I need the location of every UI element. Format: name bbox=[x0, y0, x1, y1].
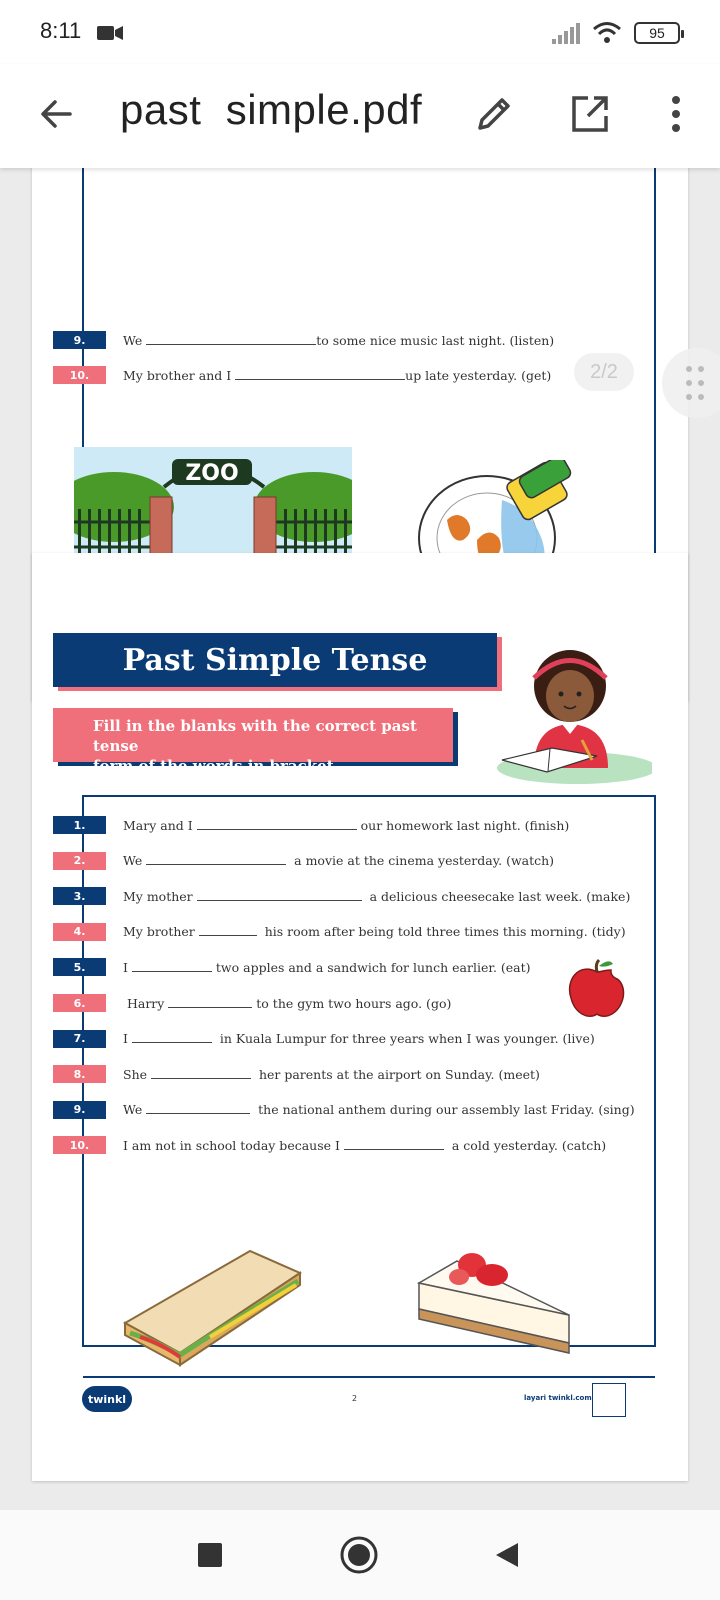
sentence-end: to some nice music last night. (listen) bbox=[316, 332, 555, 348]
answer-blank bbox=[151, 1067, 251, 1079]
exercise-row bbox=[53, 816, 569, 834]
exercise-row bbox=[53, 331, 554, 349]
battery-level: 95 bbox=[649, 25, 665, 41]
answer-blank bbox=[146, 1102, 250, 1114]
document-title: past simple.pdf bbox=[120, 86, 423, 133]
status-icons bbox=[552, 20, 680, 46]
footer-page-number: 2 bbox=[352, 1394, 358, 1403]
status-time: 8:11 bbox=[40, 18, 82, 43]
sentence-end: up late yesterday. (get) bbox=[405, 367, 552, 383]
exercise-row bbox=[53, 366, 551, 384]
exercise-sentence bbox=[123, 1102, 635, 1117]
back-button[interactable] bbox=[30, 88, 82, 140]
video-camera-icon bbox=[97, 25, 123, 41]
sentence-end: to the gym two hours ago. (go) bbox=[252, 995, 452, 1011]
exercise-sentence bbox=[123, 368, 551, 383]
answer-blank bbox=[132, 960, 212, 972]
sentence-start: I bbox=[123, 959, 132, 975]
sentence-start: Mary and I bbox=[123, 817, 197, 833]
footer-divider bbox=[83, 1376, 655, 1378]
answer-blank bbox=[199, 924, 257, 936]
exercise-sentence bbox=[123, 960, 531, 975]
instruction-line-2: form of the words in bracket. bbox=[93, 757, 339, 775]
exercise-row bbox=[53, 994, 451, 1012]
answer-blank bbox=[344, 1138, 444, 1150]
sentence-start: We bbox=[123, 853, 147, 869]
app-bar bbox=[0, 64, 720, 168]
answer-blank bbox=[197, 818, 357, 830]
battery-indicator bbox=[634, 22, 680, 44]
sentence-end: the national anthem during our assembly last Friday. (sing) bbox=[250, 1102, 635, 1118]
signal-icon bbox=[552, 22, 580, 44]
sentence-start: I bbox=[123, 1031, 132, 1047]
exercise-sentence bbox=[123, 996, 451, 1011]
sentence-start: I am not in school today because I bbox=[123, 1137, 344, 1153]
pencil-icon bbox=[474, 94, 514, 134]
sentence-start: We bbox=[123, 332, 147, 348]
sandwich-illustration bbox=[120, 1243, 306, 1373]
arrow-back-icon bbox=[38, 96, 74, 132]
exercise-row bbox=[53, 1101, 635, 1119]
answer-blank bbox=[146, 853, 286, 865]
exercise-row bbox=[53, 958, 531, 976]
exercise-row bbox=[53, 887, 630, 905]
pdf-viewport[interactable] bbox=[0, 168, 720, 1510]
exercise-sentence bbox=[123, 924, 626, 939]
sentence-end: our homework last night. (finish) bbox=[356, 817, 570, 833]
girl-writing-illustration bbox=[472, 648, 652, 798]
open-external-button[interactable] bbox=[564, 88, 616, 140]
exercise-row bbox=[53, 852, 554, 870]
open-in-new-icon bbox=[570, 94, 610, 134]
exercise-number: 9. bbox=[53, 1101, 106, 1119]
back-nav-button[interactable] bbox=[484, 1532, 530, 1578]
status-bar bbox=[0, 0, 720, 64]
footer-site: layari twinkl.com bbox=[524, 1394, 592, 1402]
exercise-sentence bbox=[123, 1067, 540, 1082]
exercise-row bbox=[53, 1136, 606, 1154]
sentence-start: My mother bbox=[123, 888, 197, 904]
exercise-number: 1. bbox=[53, 816, 106, 834]
home-button[interactable] bbox=[336, 1532, 382, 1578]
sentence-start: She bbox=[123, 1066, 151, 1082]
exercise-number: 5. bbox=[53, 958, 106, 976]
exercise-sentence bbox=[123, 1138, 606, 1153]
wifi-icon bbox=[592, 21, 622, 45]
sentence-start: We bbox=[123, 1102, 147, 1118]
exercise-row bbox=[53, 923, 626, 941]
drag-handle-icon bbox=[684, 363, 710, 403]
exercise-sentence bbox=[123, 853, 554, 868]
sentence-end: in Kuala Lumpur for three years when I was younger. (live) bbox=[211, 1031, 595, 1047]
recents-button[interactable] bbox=[187, 1532, 233, 1578]
exercise-number: 9. bbox=[53, 331, 106, 349]
more-vert-icon bbox=[670, 94, 682, 134]
exercise-sentence bbox=[123, 889, 630, 904]
answer-blank bbox=[197, 889, 362, 901]
navigation-bar bbox=[0, 1510, 720, 1600]
sentence-start: My brother bbox=[123, 924, 199, 940]
answer-blank bbox=[146, 333, 316, 345]
answer-blank bbox=[132, 1031, 212, 1043]
cheesecake-illustration bbox=[417, 1243, 577, 1358]
sentence-end: a cold yesterday. (catch) bbox=[443, 1137, 607, 1153]
exercise-number: 10. bbox=[53, 366, 106, 384]
square-icon bbox=[197, 1542, 223, 1568]
sentence-end: a delicious cheesecake last week. (make) bbox=[361, 888, 631, 904]
triangle-back-icon bbox=[494, 1541, 520, 1569]
answer-blank bbox=[168, 996, 252, 1008]
sentence-end: his room after being told three times this morning. (tidy) bbox=[256, 924, 626, 940]
exercise-number: 7. bbox=[53, 1030, 106, 1048]
edit-button[interactable] bbox=[468, 88, 520, 140]
exercise-number: 8. bbox=[53, 1065, 106, 1083]
pdf-page-2 bbox=[32, 553, 688, 1481]
apple-illustration bbox=[565, 958, 629, 1022]
zoo-sign-text: ZOO bbox=[185, 461, 239, 486]
exercise-sentence bbox=[123, 818, 569, 833]
sentence-end: a movie at the cinema yesterday. (watch) bbox=[286, 853, 555, 869]
exercise-sentence bbox=[123, 1031, 595, 1046]
exercise-sentence bbox=[123, 333, 554, 348]
page-indicator: 2/2 bbox=[574, 353, 634, 391]
exercise-number: 6. bbox=[53, 994, 106, 1012]
exercise-number: 2. bbox=[53, 852, 106, 870]
more-options-button[interactable] bbox=[650, 88, 702, 140]
exercise-row bbox=[53, 1030, 595, 1048]
answer-blank bbox=[235, 368, 405, 380]
sentence-start: Harry bbox=[123, 995, 169, 1011]
sentence-end: her parents at the airport on Sunday. (meet) bbox=[251, 1066, 540, 1082]
instruction-line-1: Fill in the blanks with the correct past tense bbox=[93, 717, 417, 755]
exercise-number: 3. bbox=[53, 887, 106, 905]
circle-home-icon bbox=[339, 1535, 379, 1575]
twinkl-logo: twinkl bbox=[82, 1386, 132, 1412]
exercise-number: 4. bbox=[53, 923, 106, 941]
quality-badge bbox=[592, 1383, 626, 1417]
worksheet-title: Past Simple Tense bbox=[53, 633, 497, 687]
sentence-end: two apples and a sandwich for lunch earlier. (eat) bbox=[211, 959, 531, 975]
sentence-start: My brother and I bbox=[123, 367, 236, 383]
instruction-box bbox=[53, 708, 453, 775]
exercise-number: 10. bbox=[53, 1136, 106, 1154]
exercise-row bbox=[53, 1065, 540, 1083]
